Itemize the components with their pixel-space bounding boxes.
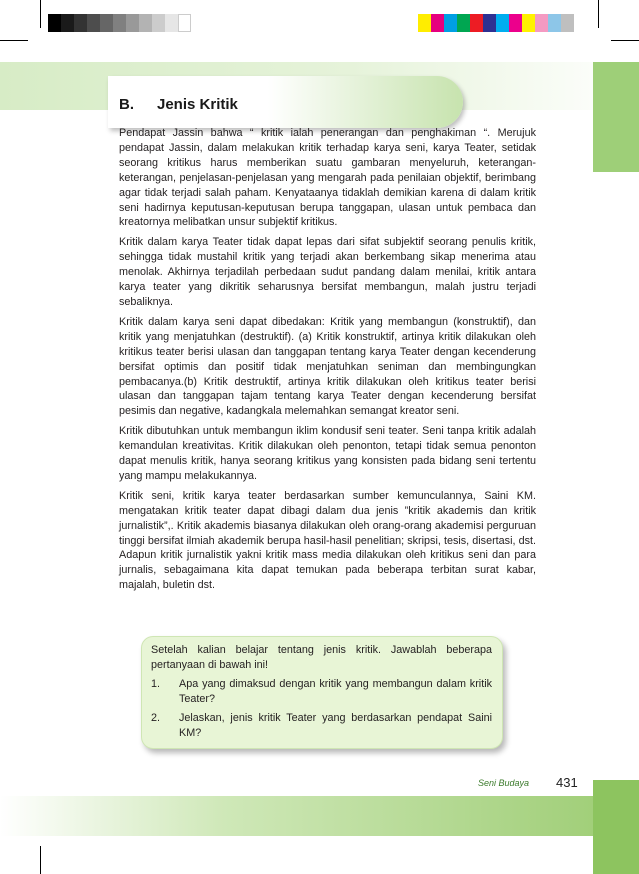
question-list [151,677,492,741]
calibration-swatch [152,14,165,32]
paragraph: Pendapat Jassin bahwa “ kritik ialah penerangan dan penghakiman “. Merujuk pendapat Jassin, dalam melakukan kritik terhadap karya seni, karya Teater, setidak seorang kritikus harus memberikan suatu gambaran menyeluruh, keterangan-keterangan, penjelasan-penjelasan yang mengarah pada penilaian objektif, berimbang agar tidak terjadi salah paham. Kenyataanya tidaklah demikian karena di dalam kritik seni hadirnya keputusan-keputusan berupa tanggapan, ulasan untuk pembaca dan kreatornya melibatkan unsur subjektif kritikus. [119,127,536,229]
calibration-swatch [165,14,178,32]
section-number: B. [119,96,134,113]
paragraph: Kritik dibutuhkan untuk membangun iklim kondusif seni teater. Seni tanpa kritik adalah kemandulan kreativitas. Kritik dilakukan oleh penonton, tetapi tidak semua penonton dapat menulis kritik, hanya seorang kritikus yang konsisten pada bidang seni tertentu yang mampu melakukannya. [119,425,536,482]
calibration-swatch [535,14,548,32]
footer-band [0,796,639,836]
question-number: 1. [151,678,161,690]
calibration-swatch [431,14,444,32]
calibration-swatch [418,14,431,32]
calibration-swatch [61,14,74,32]
calibration-swatch [470,14,483,32]
task-box [141,636,503,749]
calibration-swatch [561,14,574,32]
crop-mark [40,0,41,28]
footer-label: Seni Budaya [478,778,530,788]
footer-stripe [593,780,639,874]
paragraph: Kritik seni, kritik karya teater berdasarkan sumber kemunculannya, Saini KM. mengatakan kritik teater dapat dibagi dalam dua jenis ”kritik akademis dan kritik jurnalistik”,. Kritik akademis biasanya dilakukan oleh orang-orang akademisi perguruan tinggi bersifat ilmiah akademik berupa hasil-hasil penelitian; skripsi, tesis, disertasi, dst. Adapun kritik jurnalistik yakni kritik mass media dilakukan oleh kritikus seni dan para jurnalis, sebagaimana kita dapat temukan pada beberapa terbitan surat kabar, majalah, buletin dst. [119,489,536,592]
calibration-swatch [48,14,61,32]
question-item [151,711,492,741]
calibration-swatch [126,14,139,32]
color-calibration-bar [418,14,574,32]
crop-mark [611,40,639,41]
calibration-swatch [509,14,522,32]
page-number: 431 [556,775,578,790]
crop-mark [40,846,41,874]
calibration-swatch [496,14,509,32]
calibration-swatch [87,14,100,32]
crop-mark [598,0,599,28]
calibration-swatch [483,14,496,32]
paragraph: Kritik dalam karya seni dapat dibedakan: Kritik yang membangun (konstruktif), dan kritik yang menjatuhkan (destruktif). (a) Kritik konstruktif, artinya kritik dilakukan oleh kritikus teater berisi ulasan dan tanggapan tentang karya Teater dengan kecenderung bersifat optimis dan positif tidak menjatuhkan seniman dan membingungkan pembacanya.(b) Kritik destruktif, artinya kritik dilakukan oleh kritikus teater berisi ulasan dan tanggapan tajam tentang karya Teater dengan kecenderung bersifat pesimis dan negative, kadangkala melemahkan semangat kreator seni. [119,315,536,418]
paragraph: Kritik dalam karya Teater tidak dapat lepas dari sifat subjektif seorang penulis kritik, sehingga tidak mustahil kritik yang terjadi akan berkembang sikap menerima atau menolak. Akhirnya terjadilah perbedaan sudut pandang dalam menilai, kritik antara karya teater yang dikritik seharusnya bersifat membangun, malah justru terjadi sebaliknya. [119,236,536,308]
calibration-swatch [548,14,561,32]
section-title [119,96,238,113]
body-text [119,126,536,598]
calibration-swatch [178,14,191,32]
calibration-swatch [74,14,87,32]
question-number: 2. [151,712,161,724]
question-item [151,677,492,707]
crop-mark [0,40,28,41]
calibration-swatch [457,14,470,32]
calibration-swatch [139,14,152,32]
calibration-swatch [444,14,457,32]
task-intro: Setelah kalian belajar tentang jenis kritik. Jawablah beberapa pertanyaan di bawah ini! [151,644,492,671]
side-stripe [593,62,639,172]
question-text: Apa yang dimaksud dengan kritik yang membangun dalam kritik Teater? [179,678,492,705]
section-title-text: Jenis Kritik [157,96,238,113]
calibration-swatch [100,14,113,32]
grayscale-calibration-bar [48,14,191,32]
calibration-swatch [522,14,535,32]
calibration-swatch [113,14,126,32]
question-text: Jelaskan, jenis kritik Teater yang berdasarkan pendapat Saini KM? [179,712,492,739]
